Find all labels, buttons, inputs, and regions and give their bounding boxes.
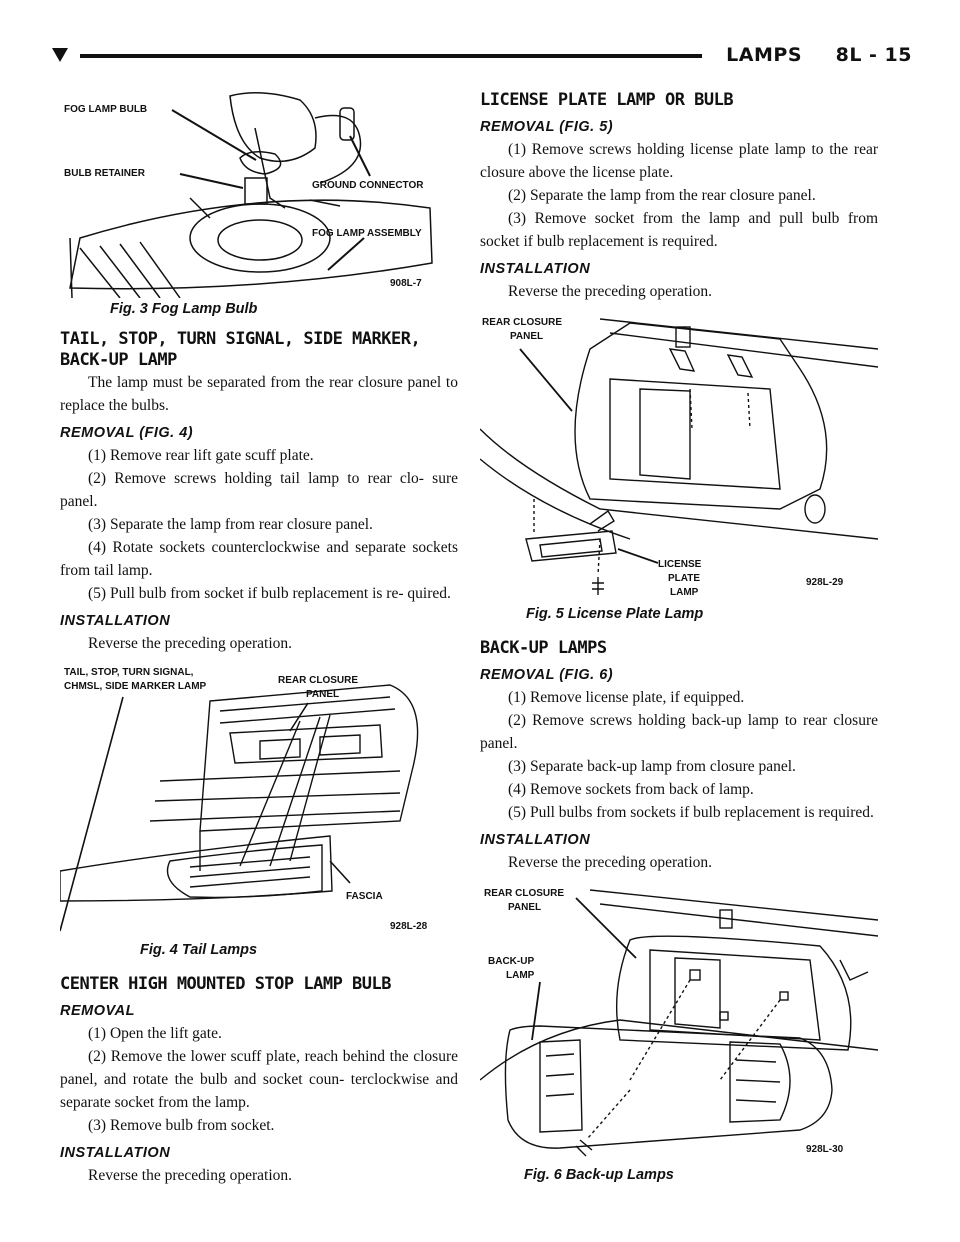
right-column xyxy=(480,90,878,1187)
label-fog-lamp-assembly: FOG LAMP ASSEMBLY xyxy=(312,228,422,239)
step: (4) Rotate sockets counterclockwise and separate sockets from tail lamp. xyxy=(60,539,458,579)
step: (5) Pull bulb from socket if bulb replacement is re- quired. xyxy=(88,585,451,602)
paragraph: Reverse the preceding operation. xyxy=(508,854,712,871)
subsection-heading: REMOVAL (FIG. 5) xyxy=(480,119,614,135)
subsection-heading: REMOVAL xyxy=(60,1003,135,1019)
header-rule xyxy=(80,54,702,58)
triangle-icon xyxy=(52,48,68,62)
step: (1) Open the lift gate. xyxy=(88,1025,222,1042)
step: (4) Remove sockets from back of lamp. xyxy=(508,781,754,798)
label-license-line1: LICENSE xyxy=(658,559,702,570)
section-heading: CENTER HIGH MOUNTED STOP LAMP BULB xyxy=(60,974,391,994)
figure-caption: Fig. 6 Back-up Lamps xyxy=(524,1167,674,1183)
subsection-heading: REMOVAL (FIG. 4) xyxy=(60,425,194,441)
label-rear-closure-line1: REAR CLOSURE xyxy=(484,888,565,899)
label-fog-lamp-bulb: FOG LAMP BULB xyxy=(64,104,148,115)
label-backup-line1: BACK-UP xyxy=(488,956,535,967)
figure-caption: Fig. 3 Fog Lamp Bulb xyxy=(110,301,258,317)
label-rear-closure-line1: REAR CLOSURE xyxy=(278,675,359,686)
step: (1) Remove rear lift gate scuff plate. xyxy=(88,447,314,464)
page-header xyxy=(52,40,912,70)
label-ground-connector: GROUND CONNECTOR xyxy=(312,180,424,191)
step: (2) Remove screws holding tail lamp to rear clo- sure panel. xyxy=(60,470,458,510)
section-title: LAMPS xyxy=(726,44,802,66)
subsection-heading: INSTALLATION xyxy=(480,261,591,277)
label-tail-lamp-line2: CHMSL, SIDE MARKER LAMP xyxy=(64,681,207,692)
license-lamp-illustration xyxy=(480,309,878,605)
figure-code: 928L-28 xyxy=(390,921,428,932)
subsection-heading: REMOVAL (FIG. 6) xyxy=(480,667,614,683)
step: (3) Remove socket from the lamp and pull bulb from socket if bulb replacement is required. xyxy=(480,210,878,250)
backup-lamp-illustration xyxy=(480,880,878,1170)
step: (1) Remove screws holding license plate lamp to the rear closure above the license plate. xyxy=(480,141,878,181)
paragraph: Reverse the preceding operation. xyxy=(88,635,292,652)
step: (1) Remove license plate, if equipped. xyxy=(508,689,745,706)
label-bulb-retainer: BULB RETAINER xyxy=(64,168,145,179)
paragraph: The lamp must be separated from the rear closure panel to replace the bulbs. xyxy=(60,374,458,414)
tail-lamp-illustration xyxy=(60,661,458,943)
label-fascia: FASCIA xyxy=(346,891,383,902)
label-tail-lamp-line1: TAIL, STOP, TURN SIGNAL, xyxy=(64,667,194,678)
label-rear-closure-line1: REAR CLOSURE xyxy=(482,317,563,328)
paragraph: Reverse the preceding operation. xyxy=(508,283,712,300)
step: (3) Remove bulb from socket. xyxy=(88,1117,275,1134)
figure-caption: Fig. 5 License Plate Lamp xyxy=(526,606,704,622)
subsection-heading: INSTALLATION xyxy=(480,832,591,848)
label-rear-closure-line2: PANEL xyxy=(510,331,544,342)
step: (3) Separate back-up lamp from closure panel. xyxy=(508,758,796,775)
subsection-heading: INSTALLATION xyxy=(60,1145,171,1161)
section-heading: TAIL, STOP, TURN SIGNAL, SIDE MARKER, BACK-UP LAMP xyxy=(60,329,421,370)
step: (2) Separate the lamp from the rear closure panel. xyxy=(508,187,816,204)
step: (5) Pull bulbs from sockets if bulb replacement is required. xyxy=(508,804,874,821)
step: (2) Remove the lower scuff plate, reach behind the closure panel, and rotate the bulb and socket coun- terclockwise and separate socket from the lamp. xyxy=(60,1048,458,1111)
label-rear-closure-line2: PANEL xyxy=(508,902,542,913)
figure-code: 908L-7 xyxy=(390,278,422,289)
fog-lamp-illustration xyxy=(60,88,458,298)
figure-3 xyxy=(60,88,458,321)
figure-4 xyxy=(60,661,458,962)
left-column xyxy=(60,88,458,1187)
paragraph: Reverse the preceding operation. xyxy=(88,1167,292,1184)
subsection-heading: INSTALLATION xyxy=(60,613,171,629)
label-license-line2: PLATE xyxy=(668,573,701,584)
figure-code: 928L-30 xyxy=(806,1144,844,1155)
section-heading: LICENSE PLATE LAMP OR BULB xyxy=(480,90,734,110)
figure-caption: Fig. 4 Tail Lamps xyxy=(140,942,258,958)
label-license-line3: LAMP xyxy=(670,587,699,598)
section-heading: BACK-UP LAMPS xyxy=(480,638,607,658)
label-backup-line2: LAMP xyxy=(506,970,535,981)
label-rear-closure-line2: PANEL xyxy=(306,689,340,700)
figure-5 xyxy=(480,309,878,626)
step: (2) Remove screws holding back-up lamp to rear closure panel. xyxy=(480,712,878,752)
figure-6 xyxy=(480,880,878,1187)
page-number: 8L - 15 xyxy=(835,44,912,66)
step: (3) Separate the lamp from rear closure panel. xyxy=(88,516,373,533)
figure-code: 928L-29 xyxy=(806,577,844,588)
